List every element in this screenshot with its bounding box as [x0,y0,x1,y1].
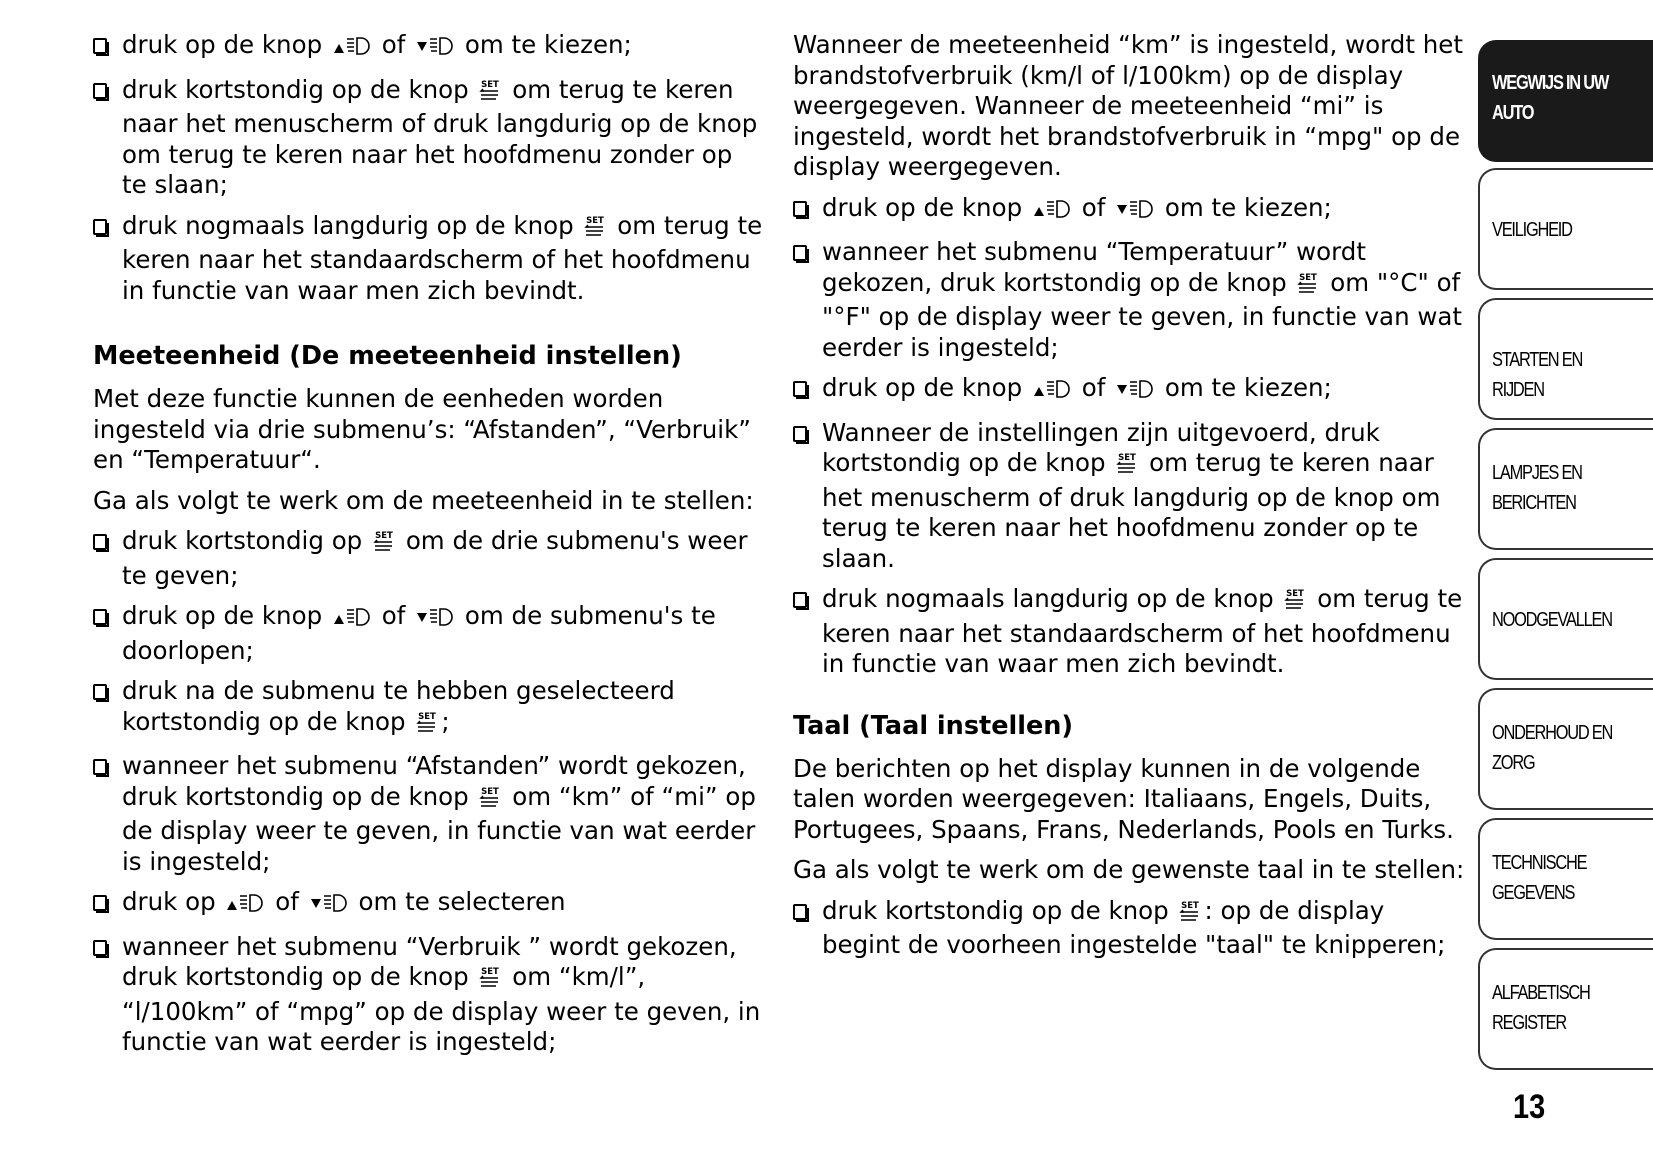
chapter-tab-label: WEGWIJS IN UW [1492,72,1609,94]
paragraph: Met deze functie kunnen de eenheden worden ingesteld via drie submenu’s: “Afstanden”, “Verbruik” en “Temperatuur“. [93,384,751,474]
chapter-tab[interactable] [1478,428,1653,550]
set-button-icon [373,529,395,561]
list-item [793,373,1468,408]
list-item [93,75,763,201]
set-button-icon [479,785,501,817]
list-item-text: wanneer het submenu “Verbruik ” wordt gekozen, druk kortstondig op de knop [122,931,737,991]
list-item-text: druk kortstondig op de knop [122,74,477,104]
list-item [793,237,1468,363]
list-item-text: druk op de knop [122,30,330,59]
list-item-text: Wanneer de instellingen zijn uitgevoerd, druk kortstondig op de knop [822,417,1380,477]
chapter-tab-label: LAMPJES EN [1492,462,1582,484]
checkbox-bullet-icon [93,83,107,99]
set-button-icon [479,78,501,110]
list-item [93,887,763,922]
section-heading-meeteenheid: Meeteenheid (De meeteenheid instellen) [93,341,682,371]
chapter-tab[interactable] [1478,818,1653,940]
list-item-text: om "°C" of "°F" op de display weer te geven, in functie van wat eerder is ingesteld; [822,267,1463,362]
checkbox-bullet-icon [93,534,107,550]
list-item-text: wanneer het submenu “Afstanden” wordt gekozen, druk kortstondig op de knop [122,751,746,811]
list-item-text: druk op [122,887,224,916]
list-item-text: of [373,30,414,59]
chapter-tab-label: REGISTER [1492,1012,1567,1034]
down-arrow-light-icon [1116,196,1154,228]
list-item-text: om te selecteren [350,887,566,916]
svg-text:SET: SET [375,531,393,541]
checkbox-bullet-icon [793,426,807,442]
chapter-tab-label: TECHNISCHE [1492,852,1587,874]
list-item [93,751,763,877]
chapter-tab[interactable] [1478,558,1653,680]
chapter-tab[interactable] [1478,40,1653,162]
up-arrow-light-icon [333,604,371,636]
checkbox-bullet-icon [93,609,107,625]
svg-text:SET: SET [586,215,605,226]
checkbox-bullet-icon [93,759,107,775]
checkbox-bullet-icon [93,684,107,700]
list-item [793,896,1468,961]
chapter-tab[interactable] [1478,298,1653,420]
bullet-list [93,526,763,1058]
checkbox-bullet-icon [93,895,107,911]
down-arrow-light-icon [1116,376,1154,408]
checkbox-bullet-icon [793,904,807,920]
left-column [93,30,763,1068]
list-item-text: om terug te keren naar het standaardscherm of het hoofdmenu in functie van waar men zich bevindt. [122,210,763,305]
list-item [93,932,763,1058]
svg-text:SET: SET [1181,900,1200,911]
list-item-text: of [373,601,414,630]
list-item-text: of [1073,192,1114,222]
up-arrow-light-icon [1033,376,1071,408]
svg-text:SET: SET [481,786,500,797]
list-item-text: ; [441,706,450,736]
list-item [93,526,763,591]
chapter-tab-label: ZORG [1492,752,1535,774]
list-item-text: druk op de knop [822,373,1030,402]
paragraph: Wanneer de meeteenheid “km” is ingesteld, wordt het brandstofverbruik (km/l of l/100km) op de display weergegeven. Wanneer de meeteenheid “mi” is ingesteld, wordt het brandstofverbruik in “mpg" op de display weergegeven. [793,30,1463,181]
list-item [93,30,763,65]
svg-text:SET: SET [1118,453,1137,463]
list-item-text: druk op de knop [122,601,330,630]
list-item-text: om terug te keren naar het menuscherm of druk langdurig op de knop om terug te keren naar het hoofdmenu zonder op te slaan. [822,448,1441,573]
svg-text:SET: SET [481,79,500,90]
checkbox-bullet-icon [793,381,807,397]
chapter-tab[interactable] [1478,948,1653,1070]
set-button-icon [479,965,501,997]
chapter-tab-label: BERICHTEN [1492,492,1576,514]
list-item-text: om “km/l”, “l/100km” of “mpg” op de display weer te geven, in functie van wat eerder is ingesteld; [122,962,761,1056]
chapter-tab-label: NOODGEVALLEN [1492,609,1612,631]
svg-text:SET: SET [1286,589,1305,599]
set-button-icon [1179,899,1201,931]
list-item-text: druk nogmaals langdurig op de knop [822,584,1282,613]
chapter-tab-label: STARTEN EN RIJDEN [1492,349,1583,401]
page-number: 13 [1513,1088,1546,1126]
up-arrow-light-icon [226,890,264,922]
down-arrow-light-icon [310,890,348,922]
list-item-text: om de drie submenu's weer te geven; [122,526,748,590]
checkbox-bullet-icon [793,201,807,217]
set-button-icon [1284,587,1306,619]
svg-text:SET: SET [481,967,500,977]
set-button-icon [584,214,606,246]
down-arrow-light-icon [416,33,454,65]
list-item-text: om te kiezen; [1157,373,1332,402]
set-button-icon [1297,271,1319,303]
paragraph: De berichten op het display kunnen in de volgende talen worden weergegeven: Italiaans, Engels, Duits, Portugees, Spaans, Frans, Nederlands, Pools en Turks. [793,753,1454,844]
list-item-text: druk op de knop [822,192,1030,222]
list-item-text: om de submenu's te doorlopen; [122,601,716,665]
list-item-text: druk na de submenu te hebben geselecteerd kortstondig op de knop [122,676,675,736]
chapter-tab-label: GEGEVENS [1492,882,1575,904]
chapter-tab-label: ALFABETISCH [1492,982,1590,1004]
set-button-icon [1116,451,1138,483]
paragraph: Ga als volgt te werk om de meeteenheid in te stellen: [93,485,754,515]
list-item-text: druk kortstondig op de knop [822,895,1177,925]
list-item-text: om te kiezen; [1157,192,1332,222]
chapter-tab[interactable] [1478,688,1653,810]
down-arrow-light-icon [416,604,454,636]
bullet-list [93,30,763,306]
up-arrow-light-icon [1033,196,1071,228]
list-item-text: om terug te keren naar het menuscherm of druk langdurig op de knop om terug te keren naar het hoofdmenu zonder op te slaan; [122,74,758,199]
checkbox-bullet-icon [93,38,107,54]
checkbox-bullet-icon [793,245,807,261]
list-item-text: of [1073,373,1114,402]
list-item [793,584,1468,680]
list-item-text: druk kortstondig op [122,526,371,555]
svg-text:SET: SET [418,711,437,722]
bullet-list [793,896,1468,961]
paragraph: Ga als volgt te werk om de gewenste taal in te stellen: [793,855,1465,884]
list-item-text: om te kiezen; [457,30,632,59]
chapter-tab-label: AUTO [1492,102,1534,124]
list-item [793,418,1468,575]
list-item [93,676,763,741]
checkbox-bullet-icon [793,592,807,608]
list-item-text: om “km” of “mi” op de display weer te geven, in functie van wat eerder is ingesteld; [122,781,756,876]
section-heading-taal: Taal (Taal instellen) [793,710,1074,741]
list-item-text: wanneer het submenu “Temperatuur” wordt gekozen, druk kortstondig op de knop [822,237,1366,297]
list-item [93,211,763,307]
bullet-list [793,193,1468,680]
list-item-text: : op de display begint de voorheen ingestelde "taal" te knipperen; [822,895,1446,959]
chapter-tab[interactable] [1478,168,1653,290]
set-button-icon [416,710,438,742]
list-item [793,193,1468,228]
checkbox-bullet-icon [93,219,107,235]
list-item-text: druk nogmaals langdurig op de knop [122,210,582,240]
chapter-tab-label: ONDERHOUD EN [1492,722,1613,744]
chapter-tab-label: VEILIGHEID [1492,219,1572,241]
list-item-text: om terug te keren naar het standaardscherm of het hoofdmenu in functie van waar men zich bevindt. [822,584,1463,678]
list-item-text: of [267,887,307,916]
list-item [93,601,763,666]
checkbox-bullet-icon [93,940,107,956]
up-arrow-light-icon [333,33,371,65]
svg-text:SET: SET [1299,272,1318,283]
right-column [793,30,1468,971]
